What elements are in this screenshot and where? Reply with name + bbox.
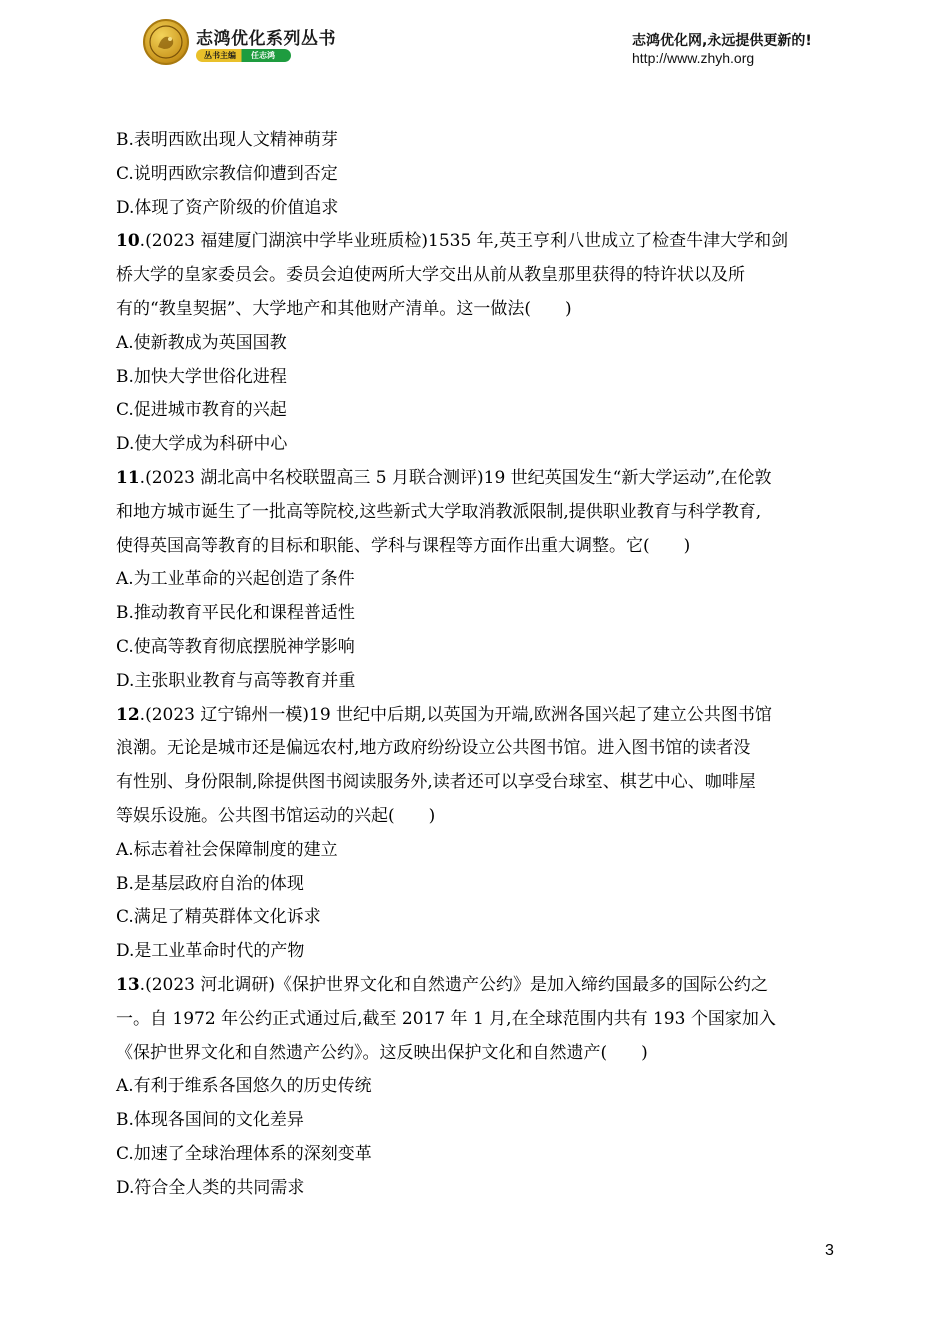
question-stem-line: 12.(2023 辽宁锦州一模)19 世纪中后期,以英国为开端,欧洲各国兴起了建立公共图书馆 [116, 704, 772, 725]
question-stem-line: 浪潮。无论是城市还是偏远农村,地方政府纷纷设立公共图书馆。进入图书馆的读者没 [116, 738, 751, 759]
option-line: C.满足了精英群体文化诉求 [116, 907, 321, 928]
question-stem-line: 使得英国高等教育的目标和职能、学科与课程等方面作出重大调整。它( ) [116, 535, 691, 556]
question-stem-line: 10.(2023 福建厦门湖滨中学毕业班质检)1535 年,英王亨利八世成立了检查牛津大学和剑 [116, 231, 789, 252]
editor-label: 丛书主编 [204, 51, 236, 60]
question-stem-line: 等娱乐设施。公共图书馆运动的兴起( ) [116, 805, 436, 826]
option-line: B.体现各国间的文化差异 [116, 1110, 304, 1131]
question-number: 12 [116, 704, 140, 725]
book-series-seal-icon [143, 19, 189, 65]
option-line: B.加快大学世俗化进程 [116, 366, 287, 387]
option-line: C.使高等教育彻底摆脱神学影响 [116, 636, 355, 657]
question-stem-line: 桥大学的皇家委员会。委员会迫使两所大学交出从前从教皇那里获得的特许状以及所 [116, 265, 745, 286]
editor-badge [196, 49, 291, 62]
option-line: A.使新教成为英国国教 [116, 332, 287, 353]
option-line: C.促进城市教育的兴起 [116, 400, 287, 421]
question-12 [116, 699, 840, 969]
page-header [0, 0, 950, 80]
question-13 [116, 969, 840, 1206]
option-line: D.使大学成为科研中心 [116, 434, 288, 455]
option-line: A.有利于维系各国悠久的历史传统 [116, 1076, 372, 1097]
option-line: B.表明西欧出现人文精神萌芽 [116, 130, 338, 150]
option-line: A.为工业革命的兴起创造了条件 [116, 569, 355, 590]
question-stem-line: 一。自 1972 年公约正式通过后,截至 2017 年 1 月,在全球范围内共有 193 个国家加入 [116, 1008, 776, 1029]
series-title: 志鸿优化系列丛书 [196, 29, 336, 49]
site-slogan: 志鸿优化网,永远提供更新的! [632, 33, 812, 49]
option-line: B.推动教育平民化和课程普适性 [116, 603, 355, 624]
site-url: http://www.zhyh.org [632, 50, 755, 66]
question-10 [116, 225, 840, 462]
question-number: 11 [116, 467, 140, 488]
option-line: D.主张职业教育与高等教育并重 [116, 670, 356, 691]
option-line: D.是工业革命时代的产物 [116, 941, 305, 962]
option-line: A.标志着社会保障制度的建立 [116, 839, 338, 860]
question-stem-line: 13.(2023 河北调研)《保护世界文化和自然遗产公约》是加入缔约国最多的国际公约之 [116, 974, 769, 995]
question-stem-line: 和地方城市诞生了一批高等院校,这些新式大学取消教派限制,提供职业教育与科学教育, [116, 501, 762, 522]
question-number: 10 [116, 231, 140, 252]
option-line: B.是基层政府自治的体现 [116, 873, 304, 894]
question-stem-line: 《保护世界文化和自然遗产公约》。这反映出保护文化和自然遗产( ) [116, 1042, 648, 1063]
page-number: 3 [825, 1242, 834, 1259]
option-line: D.体现了资产阶级的价值追求 [116, 197, 339, 218]
option-line: D.符合全人类的共同需求 [116, 1177, 305, 1198]
question-number: 13 [116, 974, 140, 995]
editor-name: 任志鸿 [251, 51, 275, 60]
question-stem-line: 有的“教皇契据”、大学地产和其他财产清单。这一做法( ) [116, 298, 572, 319]
question-stem-line: 11.(2023 湖北高中名校联盟高三 5 月联合测评)19 世纪英国发生“新大学运动”,在伦敦 [116, 467, 772, 488]
question-stem-line: 有性别、身份限制,除提供图书阅读服务外,读者还可以享受台球室、棋艺中心、咖啡屋 [116, 772, 756, 793]
question-11 [116, 462, 840, 699]
option-line: C.加速了全球治理体系的深刻变革 [116, 1143, 372, 1164]
option-line: C.说明西欧宗教信仰遭到否定 [116, 163, 338, 184]
question-list [116, 124, 840, 1206]
